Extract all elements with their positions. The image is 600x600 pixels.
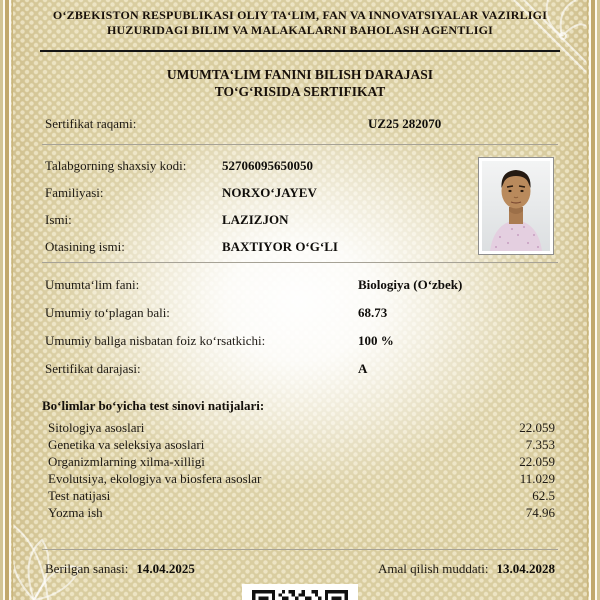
issue-date-value: 14.04.2025 — [136, 561, 195, 576]
result-value: 7.353 — [525, 437, 555, 452]
ministry-line-1: O‘ZBEKISTON RESPUBLIKASI OLIY TA‘LIM, FAN VA INNOVATSIYALAR VAZIRLIGI — [52, 8, 548, 22]
left-border-ornament — [0, 0, 14, 600]
result-row — [48, 488, 555, 504]
ministry-line-2: HUZURIDAGI BILIM VA MALAKALARNI BAHOLASH AGENTLIGI — [107, 23, 493, 37]
personal-code-label: Talabgorning shaxsiy kodi: — [45, 158, 187, 173]
result-value: 11.029 — [519, 471, 555, 486]
result-label: Evolutsiya, ekologiya va biosfera asoslar — [48, 471, 262, 486]
title-line-2: TO‘G‘RISIDA SERTIFIKAT — [214, 84, 386, 99]
patronymic-label: Otasining ismi: — [45, 239, 125, 254]
result-value: 22.059 — [519, 420, 555, 435]
personal-code-value: 52706095650050 — [222, 158, 313, 173]
section-divider — [42, 262, 558, 263]
ministry-name — [0, 8, 600, 38]
section-divider — [42, 549, 558, 550]
result-value: 22.059 — [519, 454, 555, 469]
subject-label: Umumta‘lim fani: — [45, 277, 140, 292]
certificate-number-value: UZ25 282070 — [368, 116, 442, 131]
title-line-1: UMUMTA‘LIM FANINI BILISH DARAJASI — [166, 67, 434, 82]
certificate-number-label: Sertifikat raqami: — [45, 116, 137, 131]
firstname-label: Ismi: — [45, 212, 72, 227]
results-heading: Bo‘limlar bo‘yicha test sinovi natijalari: — [42, 398, 265, 413]
portrait-image — [482, 161, 550, 251]
subject-value: Biologiya (O‘zbek) — [358, 277, 463, 292]
result-label: Genetika va seleksiya asoslari — [48, 437, 205, 452]
surname-label: Familiyasi: — [45, 185, 104, 200]
result-value: 74.96 — [525, 505, 555, 520]
patronymic-value: BAXTIYOR O‘G‘LI — [222, 239, 338, 254]
total-score-value: 68.73 — [358, 305, 388, 320]
result-label: Test natijasi — [48, 488, 111, 503]
result-row — [48, 471, 555, 487]
issue-date-label: Berilgan sanasi: — [45, 561, 129, 576]
result-value: 62.5 — [532, 488, 555, 503]
result-label: Yozma ish — [48, 505, 103, 520]
right-border-ornament — [586, 0, 600, 600]
result-label: Sitologiya asoslari — [48, 420, 145, 435]
percent-label: Umumiy ballga nisbatan foiz ko‘rsatkichi: — [45, 333, 266, 348]
surname-value: NORXO‘JAYEV — [222, 185, 317, 200]
percent-value: 100 % — [358, 333, 394, 348]
grade-value: A — [358, 361, 368, 376]
issue-date — [45, 560, 195, 578]
grade-label: Sertifikat darajasi: — [45, 361, 141, 376]
header-divider — [40, 50, 560, 52]
qr-code-pattern — [252, 590, 348, 600]
expiry-date-value: 13.04.2028 — [496, 561, 555, 576]
section-divider — [42, 144, 558, 145]
applicant-photo — [478, 157, 554, 255]
result-row — [48, 505, 555, 521]
qr-code — [242, 584, 358, 600]
expiry-date-label: Amal qilish muddati: — [378, 561, 489, 576]
result-row — [48, 437, 555, 453]
certificate-title — [0, 66, 600, 100]
firstname-value: LAZIZJON — [222, 212, 289, 227]
result-label: Organizmlarning xilma-xilligi — [48, 454, 205, 469]
total-score-label: Umumiy to‘plagan bali: — [45, 305, 170, 320]
expiry-date — [378, 560, 555, 578]
result-row — [48, 454, 555, 470]
result-row — [48, 420, 555, 436]
